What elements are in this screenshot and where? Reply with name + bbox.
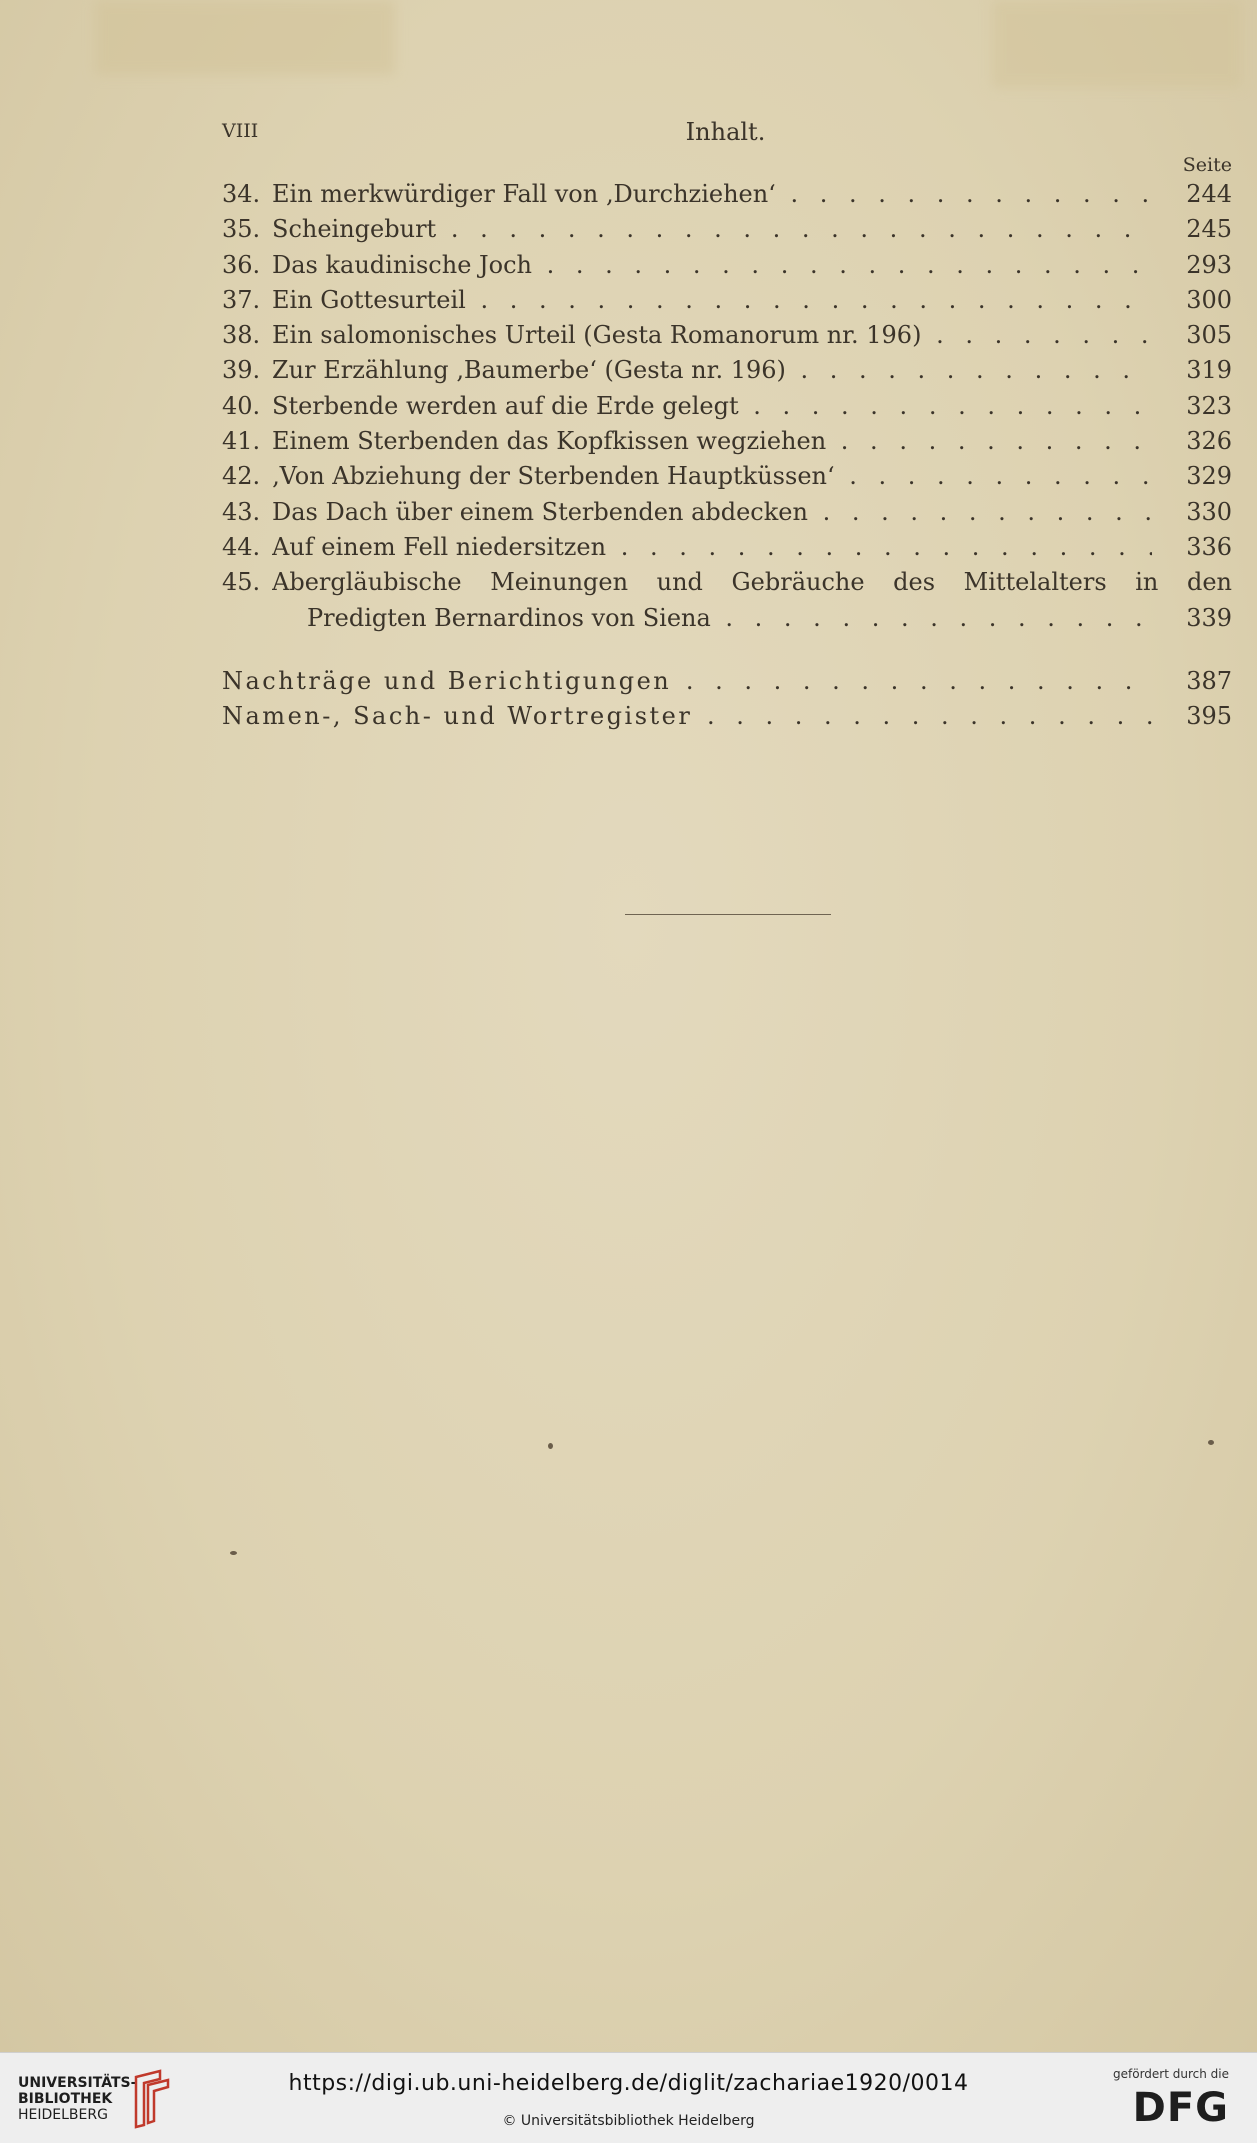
toc-entry-45 — [222, 565, 1232, 600]
toc-entry-42 — [222, 459, 1232, 494]
toc-entry-38 — [222, 318, 1232, 353]
paper-speck — [230, 1551, 237, 1555]
toc-entry-40 — [222, 389, 1232, 424]
toc-title: Ein merkwürdiger Fall von ‚Durchziehen‘ . . . — [272, 177, 1152, 212]
toc-title: Abergläubische Meinungen und Gebräuche des Mittelalters in den — [272, 568, 1232, 597]
toc-title: Auf einem Fell niedersitzen . . . — [272, 530, 1152, 565]
toc-title: Ein Gottesurteil . . . — [272, 283, 1152, 318]
paper-speck — [548, 1443, 553, 1449]
toc-number: 44. — [222, 532, 261, 561]
toc-entry-44 — [222, 530, 1232, 565]
toc-page: 336 — [1186, 532, 1232, 561]
toc-entry-39 — [222, 353, 1232, 388]
toc-page: 330 — [1186, 497, 1232, 526]
running-head — [222, 118, 1229, 148]
toc-page: 326 — [1186, 427, 1232, 456]
toc-entry-35 — [222, 212, 1232, 247]
toc-number: 45. — [222, 568, 261, 597]
toc-entry-36 — [222, 248, 1232, 283]
toc-page: 339 — [1186, 603, 1232, 632]
toc-title: Das kaudinische Joch . . . — [272, 248, 1152, 283]
toc-title: Einem Sterbenden das Kopfkissen wegziehen . . . — [272, 424, 1152, 459]
toc-title: Nachträge und Berichtigungen . . . — [222, 664, 1152, 699]
toc-number: 34. — [222, 180, 261, 208]
toc-page: 300 — [1186, 285, 1232, 314]
toc-number: 36. — [222, 250, 261, 279]
toc-page: 395 — [1186, 702, 1232, 731]
toc-appendix-index — [222, 699, 1232, 734]
toc-title: Scheingeburt . . . — [272, 212, 1152, 247]
toc-page: 305 — [1186, 321, 1232, 350]
toc-title: Namen-, Sach- und Wortregister . . . — [222, 699, 1152, 734]
toc-page: 329 — [1186, 462, 1232, 491]
paper-speck — [1208, 1440, 1214, 1445]
toc-title: Das Dach über einem Sterbenden abdecken . . . — [272, 495, 1152, 530]
funder-note: gefördert durch die — [1113, 2067, 1229, 2081]
toc-entry-37 — [222, 283, 1232, 318]
toc-page: 245 — [1186, 215, 1232, 244]
toc-page: 293 — [1186, 250, 1232, 279]
toc-page: 319 — [1186, 356, 1232, 385]
toc-page: 387 — [1186, 666, 1232, 695]
page-title: Inhalt. — [685, 118, 766, 146]
paper-stain — [95, 0, 395, 75]
toc-appendix-corrections — [222, 664, 1232, 699]
library-name-line: UNIVERSITÄTS- — [18, 2075, 137, 2091]
toc-entry-43 — [222, 495, 1232, 530]
permalink-url[interactable]: https://digi.ub.uni-heidelberg.de/diglit/zachariae1920/0014 — [288, 2071, 969, 2096]
toc-number: 42. — [222, 462, 261, 491]
library-name-line: BIBLIOTHEK — [18, 2091, 113, 2107]
viewer-footer — [0, 2052, 1257, 2143]
toc-title: Zur Erzählung ‚Baumerbe‘ (Gesta nr. 196) . . . — [272, 353, 1152, 388]
page-number: VIII — [222, 120, 259, 142]
toc-number: 38. — [222, 321, 261, 350]
copyright-notice: © Universitätsbibliothek Heidelberg — [502, 2113, 755, 2129]
toc-page: 244 — [1186, 180, 1232, 208]
dfg-logo: DFG — [1132, 2085, 1229, 2131]
toc-number: 39. — [222, 356, 261, 385]
toc-title: ‚Von Abziehung der Sterbenden Hauptküssen‘ . . . — [272, 459, 1152, 494]
toc-number: 43. — [222, 497, 261, 526]
toc-entry-45-continued — [222, 601, 1232, 636]
toc-title-continued: Predigten Bernardinos von Siena . . . — [307, 601, 1152, 636]
toc-number: 40. — [222, 391, 261, 420]
toc-page: 323 — [1186, 391, 1232, 420]
toc-title: Ein salomonisches Urteil (Gesta Romanorum nr. 196) . . . — [272, 318, 1152, 353]
paper-stain — [992, 0, 1242, 88]
toc-entry-34 — [222, 177, 1232, 212]
end-rule — [625, 914, 831, 915]
toc-number: 37. — [222, 285, 261, 314]
toc-title: Sterbende werden auf die Erde gelegt . . . — [272, 389, 1152, 424]
toc-entry-41 — [222, 424, 1232, 459]
table-of-contents — [222, 177, 1232, 734]
toc-number: 41. — [222, 427, 261, 456]
library-name-line: HEIDELBERG — [18, 2107, 108, 2123]
toc-number: 35. — [222, 215, 261, 244]
page-column-label: Seite — [1182, 154, 1232, 176]
